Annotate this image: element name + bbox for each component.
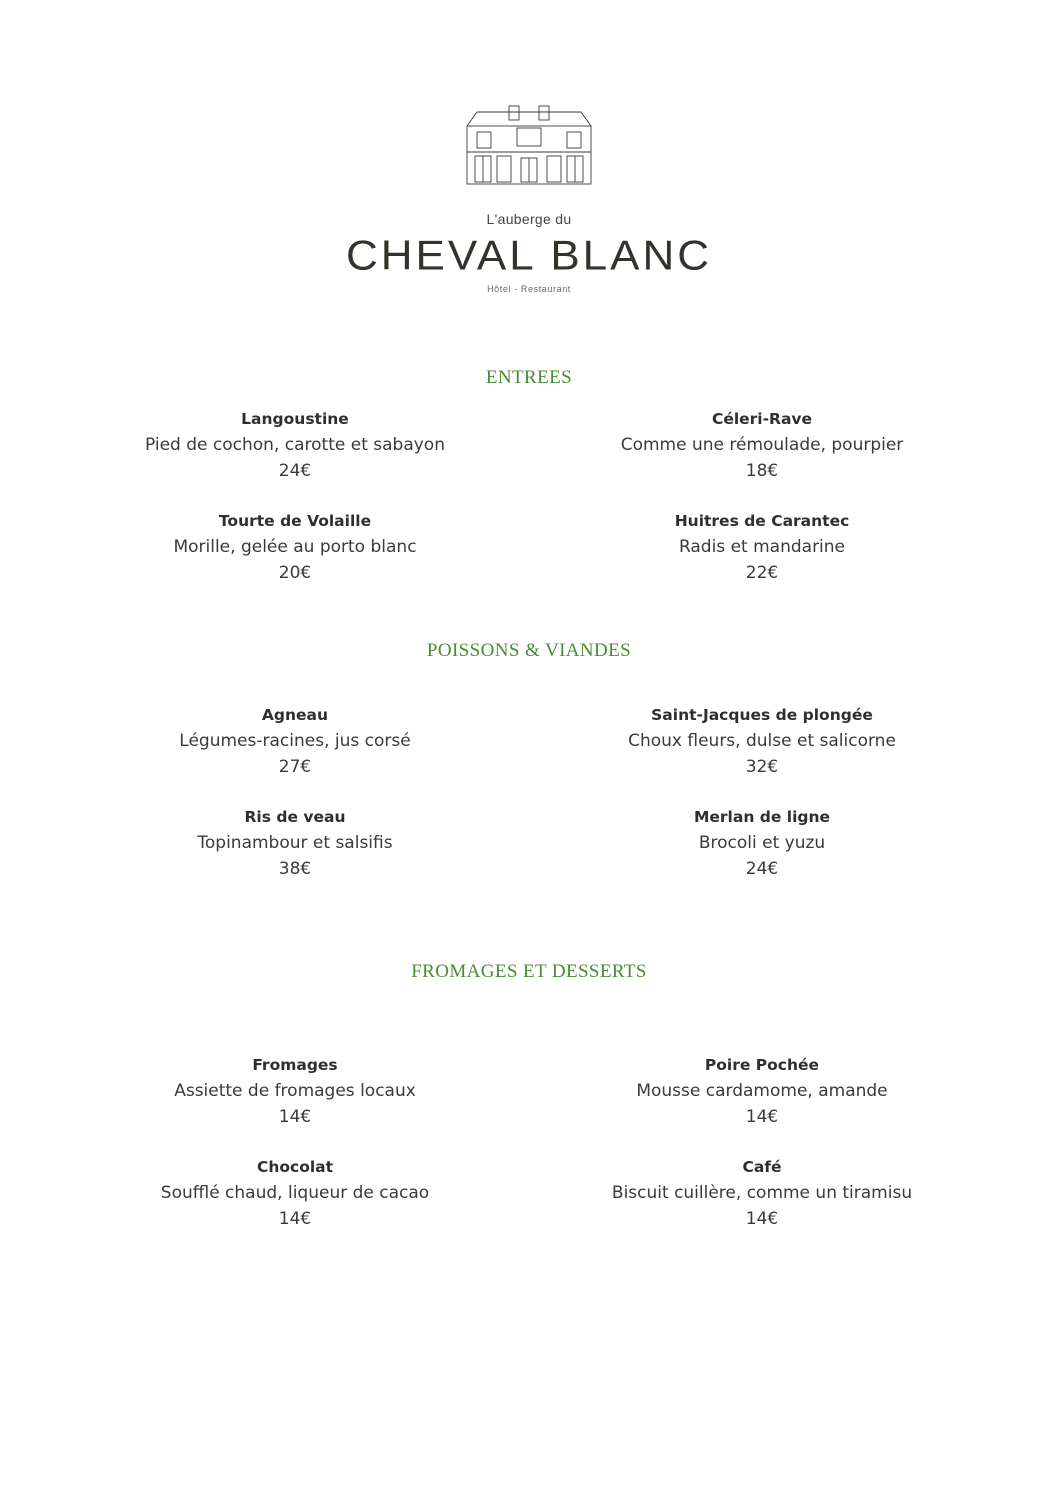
dish-description: Soufflé chaud, liqueur de cacao: [160, 1183, 430, 1203]
dish-price: 14€: [278, 1209, 312, 1229]
dish-description: Topinambour et salsifis: [197, 833, 393, 853]
dish-description: Biscuit cuillère, comme un tiramisu: [611, 1183, 913, 1203]
dish-description: Radis et mandarine: [678, 537, 846, 557]
dish-name: Café: [742, 1158, 782, 1176]
logo-brand-name: CHEVAL BLANC: [345, 232, 713, 279]
menu-item: [562, 508, 962, 586]
dish-description: Brocoli et yuzu: [698, 833, 826, 853]
logo-subtitle: Hôtel - Restaurant: [487, 284, 571, 294]
dish-name: Huitres de Carantec: [674, 512, 850, 530]
menu-item: [562, 1154, 962, 1232]
dish-name: Saint-Jacques de plongée: [651, 706, 873, 724]
dish-name: Ris de veau: [244, 808, 346, 826]
dish-price: 32€: [745, 757, 779, 777]
dish-price: 14€: [745, 1107, 779, 1127]
menu-item: [95, 702, 495, 780]
dish-name: Tourte de Volaille: [218, 512, 372, 530]
dish-description: Comme une rémoulade, pourpier: [620, 435, 904, 455]
dish-description: Mousse cardamome, amande: [636, 1081, 888, 1101]
dish-price: 24€: [278, 461, 312, 481]
dish-description: Choux fleurs, dulse et salicorne: [628, 731, 896, 751]
dish-description: Morille, gelée au porto blanc: [173, 537, 417, 557]
dish-price: 22€: [745, 563, 779, 583]
menu-item: [562, 406, 962, 484]
dish-price: 20€: [278, 563, 312, 583]
dish-price: 14€: [745, 1209, 779, 1229]
section-title-entrees: ENTREES: [485, 367, 573, 388]
menu-item: [95, 1154, 495, 1232]
dish-name: Poire Pochée: [704, 1056, 820, 1074]
dish-price: 14€: [278, 1107, 312, 1127]
dish-name: Agneau: [261, 706, 329, 724]
dish-price: 24€: [745, 859, 779, 879]
dish-name: Céleri-Rave: [711, 410, 813, 428]
menu-item: [95, 1052, 495, 1130]
auberge-building-logo-icon: [463, 104, 595, 186]
menu-item: [95, 508, 495, 586]
menu-item: [562, 702, 962, 780]
dish-description: Pied de cochon, carotte et sabayon: [145, 435, 445, 455]
menu-item: [95, 804, 495, 882]
menu-item: [95, 406, 495, 484]
section-title-fromages-desserts: FROMAGES ET DESSERTS: [411, 961, 647, 982]
dish-name: Langoustine: [241, 410, 349, 428]
dish-price: 38€: [278, 859, 312, 879]
menu-item: [562, 1052, 962, 1130]
dish-name: Merlan de ligne: [693, 808, 831, 826]
dish-description: Légumes-racines, jus corsé: [179, 731, 411, 751]
dish-name: Chocolat: [256, 1158, 334, 1176]
dish-price: 27€: [278, 757, 312, 777]
dish-price: 18€: [745, 461, 779, 481]
logo-top-line: L'auberge du: [486, 211, 572, 227]
menu-item: [562, 804, 962, 882]
section-title-poissons-viandes: POISSONS & VIANDES: [426, 640, 632, 661]
dish-name: Fromages: [252, 1056, 338, 1074]
dish-description: Assiette de fromages locaux: [174, 1081, 416, 1101]
